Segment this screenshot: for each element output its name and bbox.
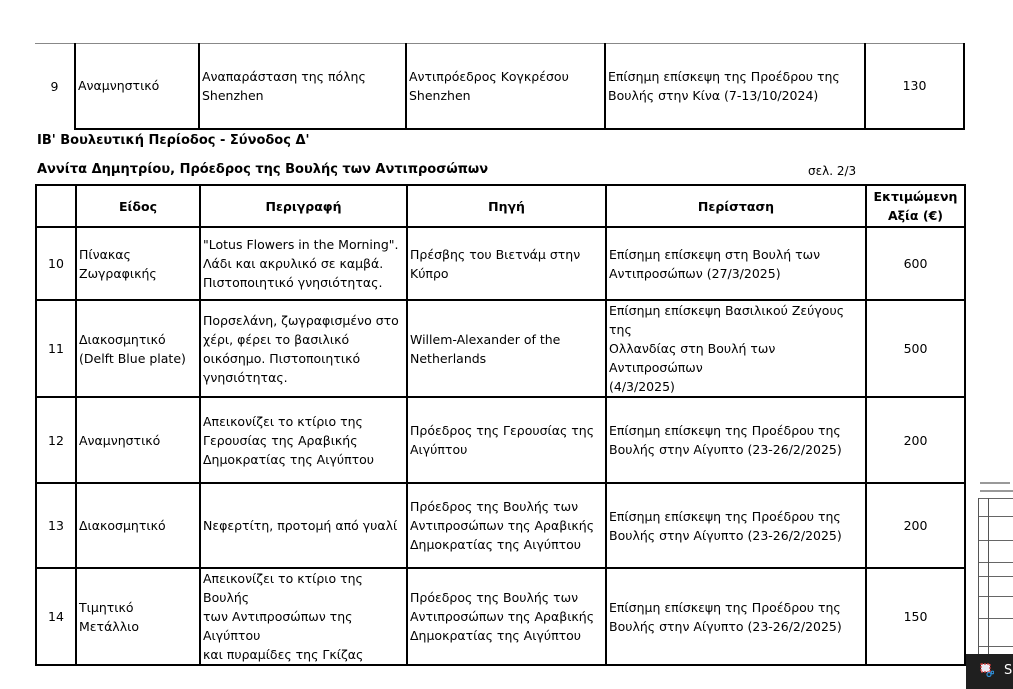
item-value: 200	[866, 483, 965, 568]
item-description: Απεικονίζει το κτίριο της Βουλής των Αντιπροσώπων της Αιγύπτου και πυραμίδες της Γκίζας	[200, 568, 407, 665]
item-value: 150	[866, 568, 965, 665]
item-occasion: Επίσημη επίσκεψη της Προέδρου της Βουλής στην Αίγυπτο (23-26/2/2025)	[606, 568, 866, 665]
header-type: Είδος	[76, 185, 200, 227]
item-value: 200	[866, 397, 965, 483]
row-number: 11	[36, 300, 76, 397]
thumbnail-rule	[978, 498, 979, 656]
thumbnail-rule	[978, 562, 1013, 563]
thumbnail-rule	[978, 646, 1013, 647]
item-value: 600	[866, 227, 965, 300]
item-occasion: Επίσημη επίσκεψη της Προέδρου της Βουλής στην Αίγυπτο (23-26/2/2025)	[606, 397, 866, 483]
item-type: Διακοσμητικό (Delft Blue plate)	[76, 300, 200, 397]
table-row	[36, 227, 965, 300]
thumbnail-rule	[978, 498, 1013, 499]
item-source: Πρέσβης του Βιετνάμ στην Κύπρο	[407, 227, 606, 300]
thumbnail-rule	[978, 618, 1013, 619]
item-value: 130	[865, 44, 964, 129]
thumbnail-rule	[978, 596, 1013, 597]
item-source: Πρόεδρος της Βουλής των Αντιπροσώπων της Αραβικής Δημοκρατίας της Αιγύπτου	[407, 483, 606, 568]
item-type: Αναμνηστικό	[76, 397, 200, 483]
table-row	[36, 568, 965, 665]
table-row	[35, 44, 964, 129]
row-number: 12	[36, 397, 76, 483]
item-occasion: Επίσημη επίσκεψη στη Βουλή των Αντιπροσώπων (27/3/2025)	[606, 227, 866, 300]
item-description: Πορσελάνη, ζωγραφισμένο στο χέρι, φέρει το βασιλικό οικόσημο. Πιστοποιητικό γνησιότητας.	[200, 300, 407, 397]
snipping-tool-icon	[980, 663, 994, 677]
item-type: Τιμητικό Μετάλλιο	[76, 568, 200, 665]
thumbnail-title-line	[980, 482, 1010, 484]
page-number: σελ. 2/3	[808, 164, 857, 178]
page-thumbnail[interactable]	[975, 476, 1013, 656]
item-description: Απεικονίζει το κτίριο της Γερουσίας της Αραβικής Δημοκρατίας της Αιγύπτου	[200, 397, 407, 483]
row-number: 9	[35, 44, 75, 129]
person-title: Αννίτα Δημητρίου, Πρόεδρος της Βουλής των Αντιπροσώπων	[37, 162, 489, 177]
item-description: Αναπαράσταση της πόλης Shenzhen	[199, 44, 406, 129]
gifts-table	[35, 184, 966, 666]
table-header-row	[36, 185, 965, 227]
item-source: Πρόεδρος της Γερουσίας της Αιγύπτου	[407, 397, 606, 483]
table-row	[36, 483, 965, 568]
snipping-tool-label: S	[1004, 663, 1013, 678]
thumbnail-rule	[978, 540, 1013, 541]
thumbnail-rule	[978, 516, 1013, 517]
thumbnail-rule	[988, 498, 989, 656]
item-source: Αντιπρόεδρος Κογκρέσου Shenzhen	[406, 44, 605, 129]
table-row	[36, 397, 965, 483]
row-number: 14	[36, 568, 76, 665]
row-number: 13	[36, 483, 76, 568]
item-description: Νεφερτίτη, προτομή από γυαλί	[200, 483, 407, 568]
row-number: 10	[36, 227, 76, 300]
item-type: Διακοσμητικό	[76, 483, 200, 568]
period-title: ΙΒ' Βουλευτική Περίοδος - Σύνοδος Δ'	[37, 133, 310, 148]
item-occasion: Επίσημη επίσκεψη της Προέδρου της Βουλής στην Κίνα (7-13/10/2024)	[605, 44, 865, 129]
header-number	[36, 185, 76, 227]
previous-page-table	[35, 43, 965, 130]
header-source: Πηγή	[407, 185, 606, 227]
item-occasion: Επίσημη επίσκεψη Βασιλικού Ζεύγους της Ολλανδίας στη Βουλή των Αντιπροσώπων (4/3/2025)	[606, 300, 866, 397]
table-row	[36, 300, 965, 397]
item-description: "Lotus Flowers in the Morning". Λάδι και ακρυλικό σε καμβά. Πιστοποιητικό γνησιότητας.	[200, 227, 407, 300]
header-description: Περιγραφή	[200, 185, 407, 227]
snipping-tool-taskbar-button[interactable]	[966, 654, 1013, 689]
item-source: Πρόεδρος της Βουλής των Αντιπροσώπων της Αραβικής Δημοκρατίας της Αιγύπτου	[407, 568, 606, 665]
item-occasion: Επίσημη επίσκεψη της Προέδρου της Βουλής στην Αίγυπτο (23-26/2/2025)	[606, 483, 866, 568]
item-value: 500	[866, 300, 965, 397]
thumbnail-subtitle-line	[980, 490, 1013, 492]
thumbnail-rule	[978, 576, 1013, 577]
item-type: Πίνακας Ζωγραφικής	[76, 227, 200, 300]
item-type: Αναμνηστικό	[75, 44, 199, 129]
header-value: Εκτιμώμενη Αξία (€)	[866, 185, 965, 227]
header-occasion: Περίσταση	[606, 185, 866, 227]
item-source: Willem-Alexander of the Netherlands	[407, 300, 606, 397]
